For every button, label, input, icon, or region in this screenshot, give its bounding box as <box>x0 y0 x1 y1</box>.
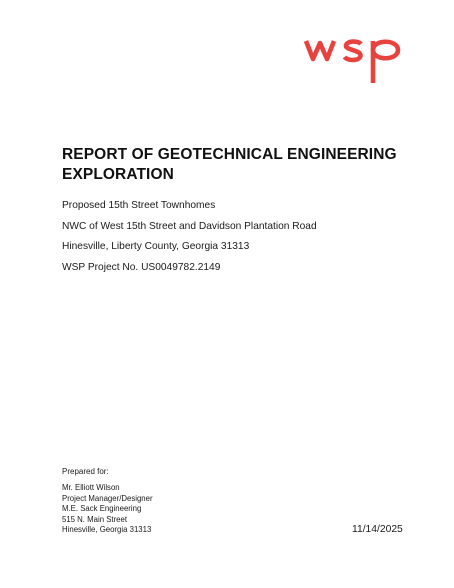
project-name: Proposed 15th Street Townhomes <box>62 200 216 211</box>
wsp-logo <box>304 34 404 84</box>
client-city: Hinesville, Georgia 31313 <box>62 525 152 535</box>
client-name: Mr. Elliott Wilson <box>62 483 120 492</box>
wsp-logo-icon <box>304 34 404 84</box>
client-street: 515 N. Main Street <box>62 514 128 524</box>
client-role: Project Manager/Designer <box>62 493 153 503</box>
client-company: M.E. Sack Engineering <box>62 504 142 514</box>
report-date: 11/14/2025 <box>352 524 403 535</box>
report-title-line-2: EXPLORATION <box>62 166 174 183</box>
prepared-for-label: Prepared for: <box>62 467 109 476</box>
project-number: WSP Project No. US0049782.2149 <box>62 261 221 273</box>
project-city: Hinesville, Liberty County, Georgia 31313 <box>62 241 250 252</box>
client-address-block <box>62 483 153 536</box>
report-title <box>62 145 397 185</box>
project-location: NWC of West 15th Street and Davidson Plantation Road <box>62 220 317 232</box>
report-title-line-1: REPORT OF GEOTECHNICAL ENGINEERING <box>62 146 397 163</box>
project-details <box>62 196 317 278</box>
